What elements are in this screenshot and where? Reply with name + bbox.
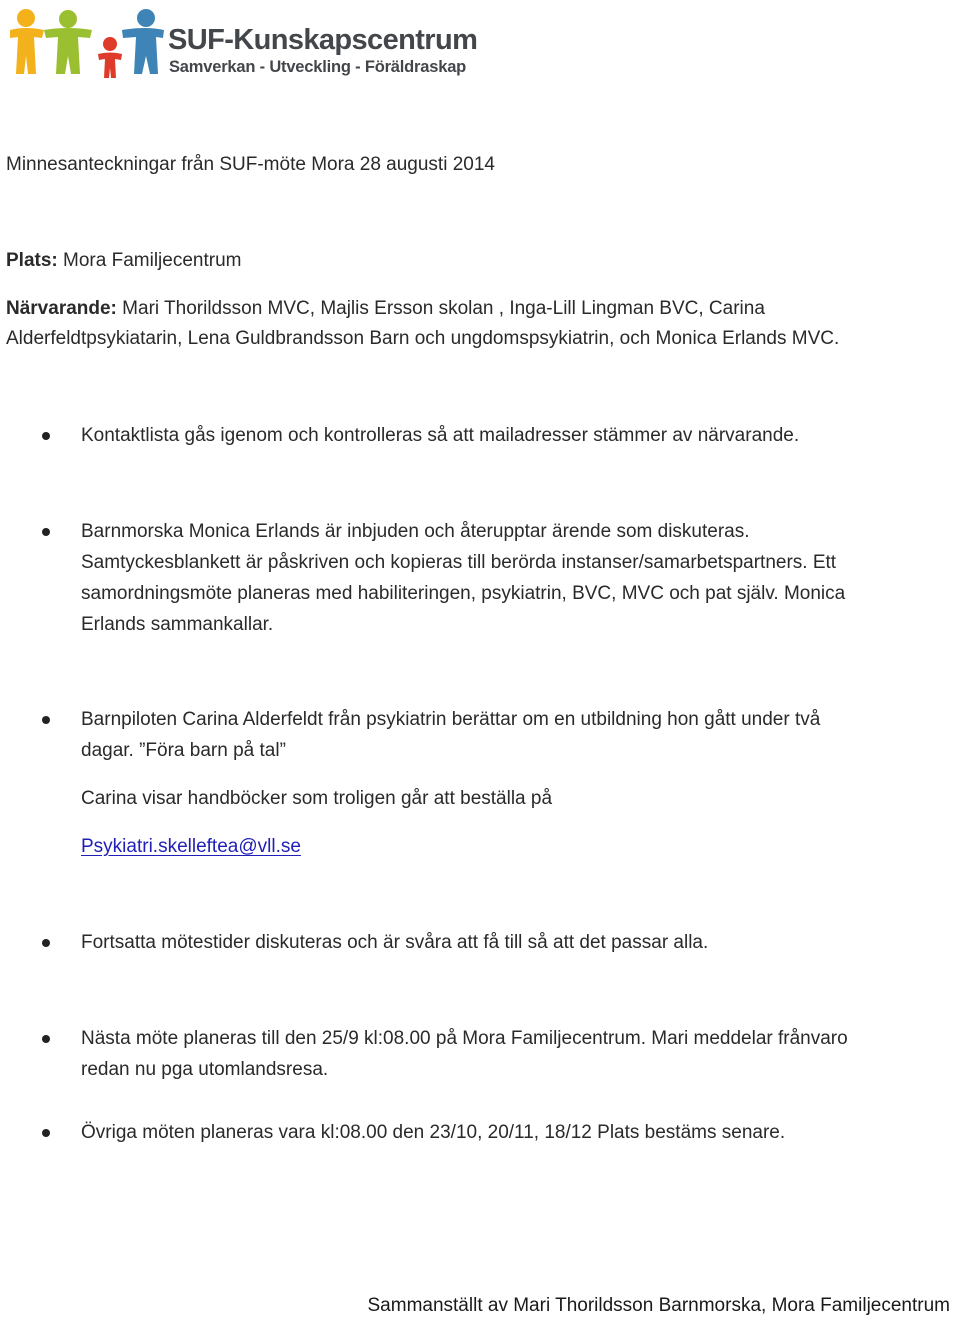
place-line [6, 246, 241, 276]
yellow-figure [10, 9, 44, 74]
email-link[interactable] [81, 832, 301, 862]
green-figure [44, 10, 92, 74]
bullet-icon [42, 1129, 50, 1137]
blue-figure [122, 9, 164, 74]
bullet-icon [42, 528, 50, 536]
bullet-4-line-1: Fortsatta mötestider diskuteras och är svåra att få till så att det passar alla. [81, 932, 709, 953]
place-value: Mora Familjecentrum [57, 250, 242, 271]
bullet-2-line-4: Erlands sammankallar. [81, 614, 274, 635]
attendees-line-1 [6, 294, 765, 324]
footer-signature: Sammanställt av Mari Thorildsson Barnmorska, Mora Familjecentrum [367, 1295, 950, 1316]
bullet-5-line-1: Nästa möte planeras till den 25/9 kl:08.00 på Mora Familjecentrum. Mari meddelar frånvaro [81, 1028, 848, 1049]
bullet-1-line-1: Kontaktlista gås igenom och kontrolleras så att mailadresser stämmer av närvarande. [81, 425, 800, 446]
attendees-text-1: Mari Thorildsson MVC, Majlis Ersson skolan , Inga-Lill Lingman BVC, Carina [116, 298, 765, 319]
bullet-6-line-1: Övriga möten planeras vara kl:08.00 den 23/10, 20/11, 18/12 Plats bestäms senare. [81, 1122, 786, 1143]
bullet-2-line-3: samordningsmöte planeras med habiliteringen, psykiatrin, BVC, MVC och pat själv. Monica [81, 583, 846, 604]
bullet-2-line-1: Barnmorska Monica Erlands är inbjuden och återupptar ärende som diskuteras. [81, 521, 750, 542]
document-heading: Minnesanteckningar från SUF-möte Mora 28 augusti 2014 [6, 154, 495, 175]
bullet-icon [42, 939, 50, 947]
bullet-3-extra: Carina visar handböcker som troligen går att beställa på [81, 788, 553, 809]
suf-logo [6, 6, 486, 82]
bullet-icon [42, 716, 50, 724]
logo-title: SUF-Kunskapscentrum [168, 24, 478, 56]
bullet-3-line-1: Barnpiloten Carina Alderfeldt från psykiatrin berättar om en utbildning hon gått under två [81, 709, 821, 730]
family-figures-icon [6, 6, 166, 82]
bullet-2-line-2: Samtyckesblankett är påskriven och kopieras till berörda instanser/samarbetspartners. Ett [81, 552, 837, 573]
red-child-figure [98, 37, 122, 78]
bullet-icon [42, 432, 50, 440]
email-link-text[interactable]: Psykiatri.skelleftea@vll.se [81, 836, 301, 857]
logo-subtitle: Samverkan - Utveckling - Föräldraskap [169, 58, 467, 76]
attendees-line-2: Alderfeldtpsykiatarin, Lena Guldbrandsson Barn och ungdomspsykiatrin, och Monica Erlands MVC. [6, 328, 840, 349]
attendees-label: Närvarande: [6, 298, 117, 319]
bullet-icon [42, 1035, 50, 1043]
place-label: Plats: [6, 250, 58, 271]
bullet-3-line-2: dagar. ”Föra barn på tal” [81, 740, 286, 761]
bullet-5-line-2: redan nu pga utomlandsresa. [81, 1059, 329, 1080]
